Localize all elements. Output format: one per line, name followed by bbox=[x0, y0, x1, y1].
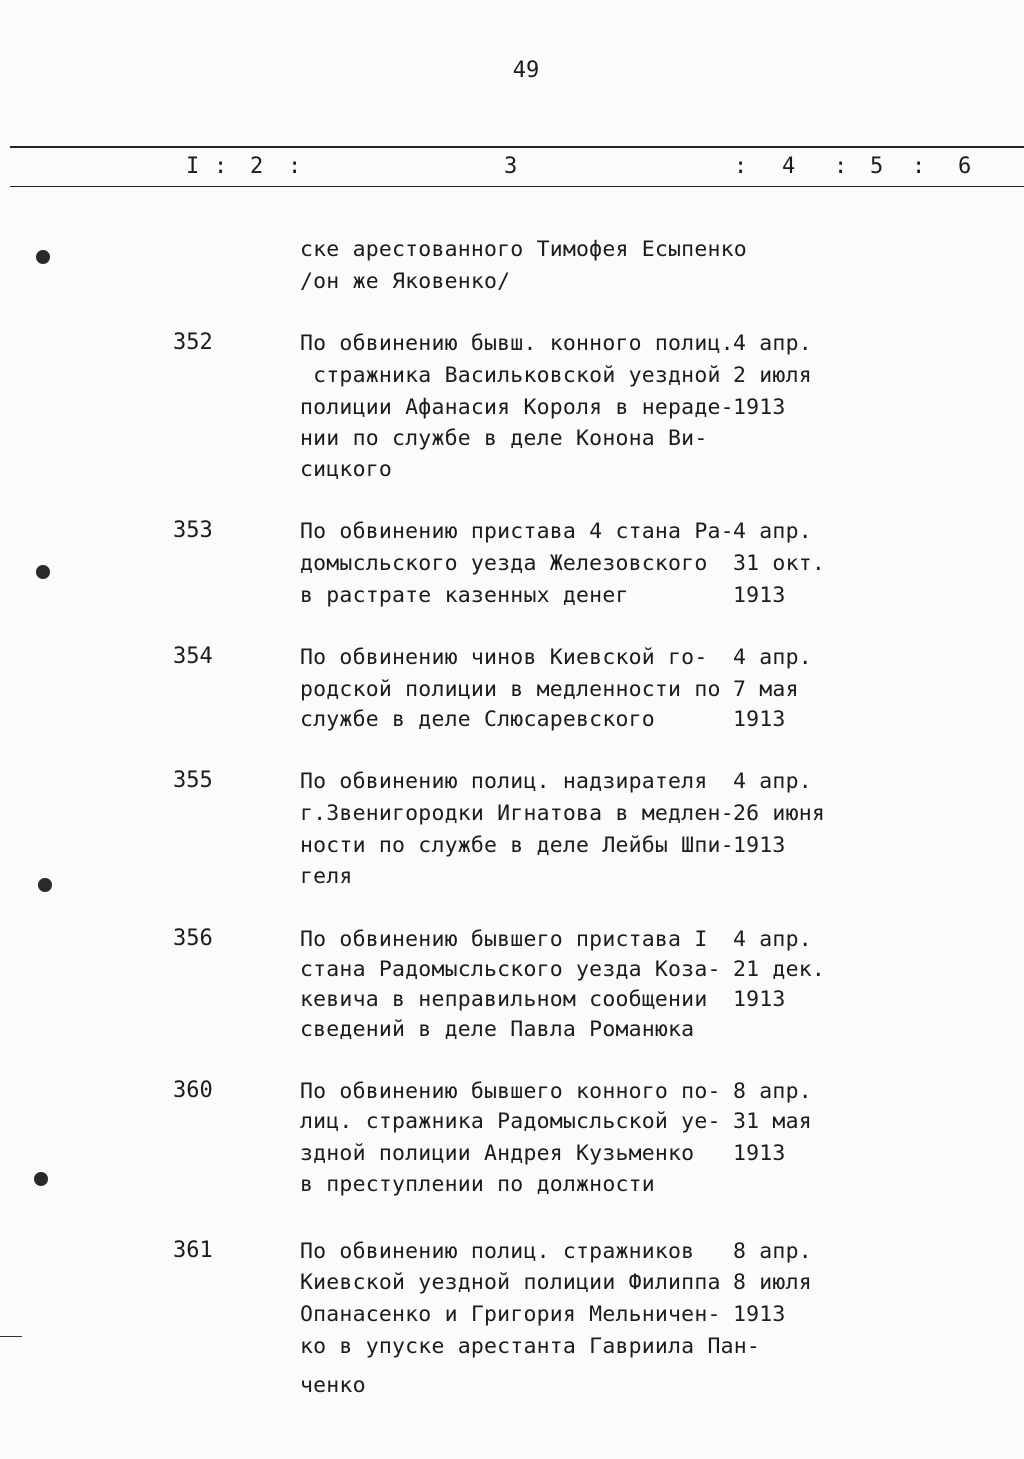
entry-year: 1913 bbox=[733, 833, 786, 858]
entry-text-line: в преступлении по должности bbox=[300, 1172, 655, 1197]
entry-end-date: 7 мая bbox=[733, 677, 799, 702]
column-header-4: 4 bbox=[782, 154, 796, 179]
entry-end-date: 31 окт. bbox=[733, 551, 826, 576]
binding-hole bbox=[36, 565, 50, 579]
entry-text-line: По обвинению полиц. надзирателя bbox=[300, 769, 708, 794]
entry-number: 360 bbox=[173, 1078, 213, 1103]
entry-text-line: службе в деле Слюсаревского bbox=[300, 707, 655, 732]
header-rule-bottom bbox=[10, 186, 1024, 187]
entry-start-date: 4 апр. bbox=[733, 331, 812, 356]
binding-hole bbox=[36, 250, 50, 264]
column-header-row bbox=[0, 154, 1024, 182]
entry-number: 355 bbox=[173, 768, 213, 793]
entry-text-line: в растрате казенных денег bbox=[300, 583, 629, 608]
header-rule-top bbox=[10, 146, 1024, 148]
entry-text-line: лиц. стражника Радомысльской уе- bbox=[300, 1109, 721, 1134]
column-header-1: I bbox=[186, 154, 200, 179]
entry-text-line: кевича в неправильном сообщении bbox=[300, 987, 708, 1012]
entry-year: 1913 bbox=[733, 583, 786, 608]
entry-text-line: По обвинению полиц. стражников bbox=[300, 1239, 695, 1264]
entry-text-line: Киевской уездной полиции Филиппа bbox=[300, 1270, 721, 1295]
entry-text-line: стана Радомысльского уезда Коза- bbox=[300, 957, 721, 982]
entry-text-line: По обвинению бывшего конного по- bbox=[300, 1079, 721, 1104]
column-separator: : bbox=[734, 154, 748, 179]
page-number: 49 bbox=[512, 58, 540, 83]
entry-text-line: По обвинению пристава 4 стана Ра- bbox=[300, 519, 734, 544]
entry-start-date: 4 апр. bbox=[733, 645, 812, 670]
entry-number: 352 bbox=[173, 330, 213, 355]
column-header-5: 5 bbox=[870, 154, 884, 179]
entry-year: 1913 bbox=[733, 395, 786, 420]
entry-start-date: 8 апр. bbox=[733, 1239, 812, 1264]
entry-end-date: 31 мая bbox=[733, 1109, 812, 1134]
column-header-6: 6 bbox=[958, 154, 972, 179]
entry-text-line: нии по службе в деле Конона Ви- bbox=[300, 426, 708, 451]
continuation-line: ске арестованного Тимофея Есыпенко bbox=[300, 237, 747, 262]
entry-year: 1913 bbox=[733, 1141, 786, 1166]
entry-text-line: полиции Афанасия Короля в нераде- bbox=[300, 395, 734, 420]
column-separator: : bbox=[214, 154, 228, 179]
entry-text-line: стражника Васильковской уездной bbox=[300, 363, 721, 388]
entry-start-date: 4 апр. bbox=[733, 769, 812, 794]
entry-end-date: 2 июля bbox=[733, 363, 812, 388]
entry-text-line: По обвинению бывшего пристава I bbox=[300, 927, 708, 952]
entry-start-date: 8 апр. bbox=[733, 1079, 812, 1104]
entry-text-line: ности по службе в деле Лейбы Шпи- bbox=[300, 833, 734, 858]
entry-text-line: здной полиции Андрея Кузьменко bbox=[300, 1141, 695, 1166]
column-separator: : bbox=[834, 154, 848, 179]
entry-text-line: ко в упуске арестанта Гавриила Пан- bbox=[300, 1334, 761, 1359]
binding-hole bbox=[34, 1172, 48, 1186]
entry-number: 353 bbox=[173, 518, 213, 543]
column-separator: : bbox=[912, 154, 926, 179]
binding-hole bbox=[38, 878, 52, 892]
column-header-3: 3 bbox=[504, 154, 518, 179]
entry-number: 354 bbox=[173, 644, 213, 669]
continuation-line: /он же Яковенко/ bbox=[300, 269, 511, 294]
entry-start-date: 4 апр. bbox=[733, 927, 812, 952]
entry-text-line: По обвинению чинов Киевской го- bbox=[300, 645, 708, 670]
entry-end-date: 8 июля bbox=[733, 1270, 812, 1295]
entry-year: 1913 bbox=[733, 707, 786, 732]
entry-number: 356 bbox=[173, 926, 213, 951]
entry-number: 361 bbox=[173, 1238, 213, 1263]
entry-text-line: родской полиции в медленности по bbox=[300, 677, 721, 702]
column-header-2: 2 bbox=[250, 154, 264, 179]
entry-text-line: геля bbox=[300, 864, 353, 889]
entry-text-line: домысльского уезда Железовского bbox=[300, 551, 708, 576]
entry-text-line: сицкого bbox=[300, 457, 393, 482]
margin-mark bbox=[0, 1336, 22, 1337]
entry-text-line: По обвинению бывш. конного полиц. bbox=[300, 331, 734, 356]
entry-year: 1913 bbox=[733, 987, 786, 1012]
entry-end-date: 21 дек. bbox=[733, 957, 826, 982]
entry-year: 1913 bbox=[733, 1302, 786, 1327]
entry-text-line: г.Звенигородки Игнатова в медлен- bbox=[300, 801, 734, 826]
entry-end-date: 26 июня bbox=[733, 801, 826, 826]
column-separator: : bbox=[288, 154, 302, 179]
entry-text-line: Опанасенко и Григория Мельничен- bbox=[300, 1302, 721, 1327]
entry-start-date: 4 апр. bbox=[733, 519, 812, 544]
entry-text-line: сведений в деле Павла Романюка bbox=[300, 1017, 695, 1042]
entry-text-line: ченко bbox=[300, 1373, 366, 1398]
